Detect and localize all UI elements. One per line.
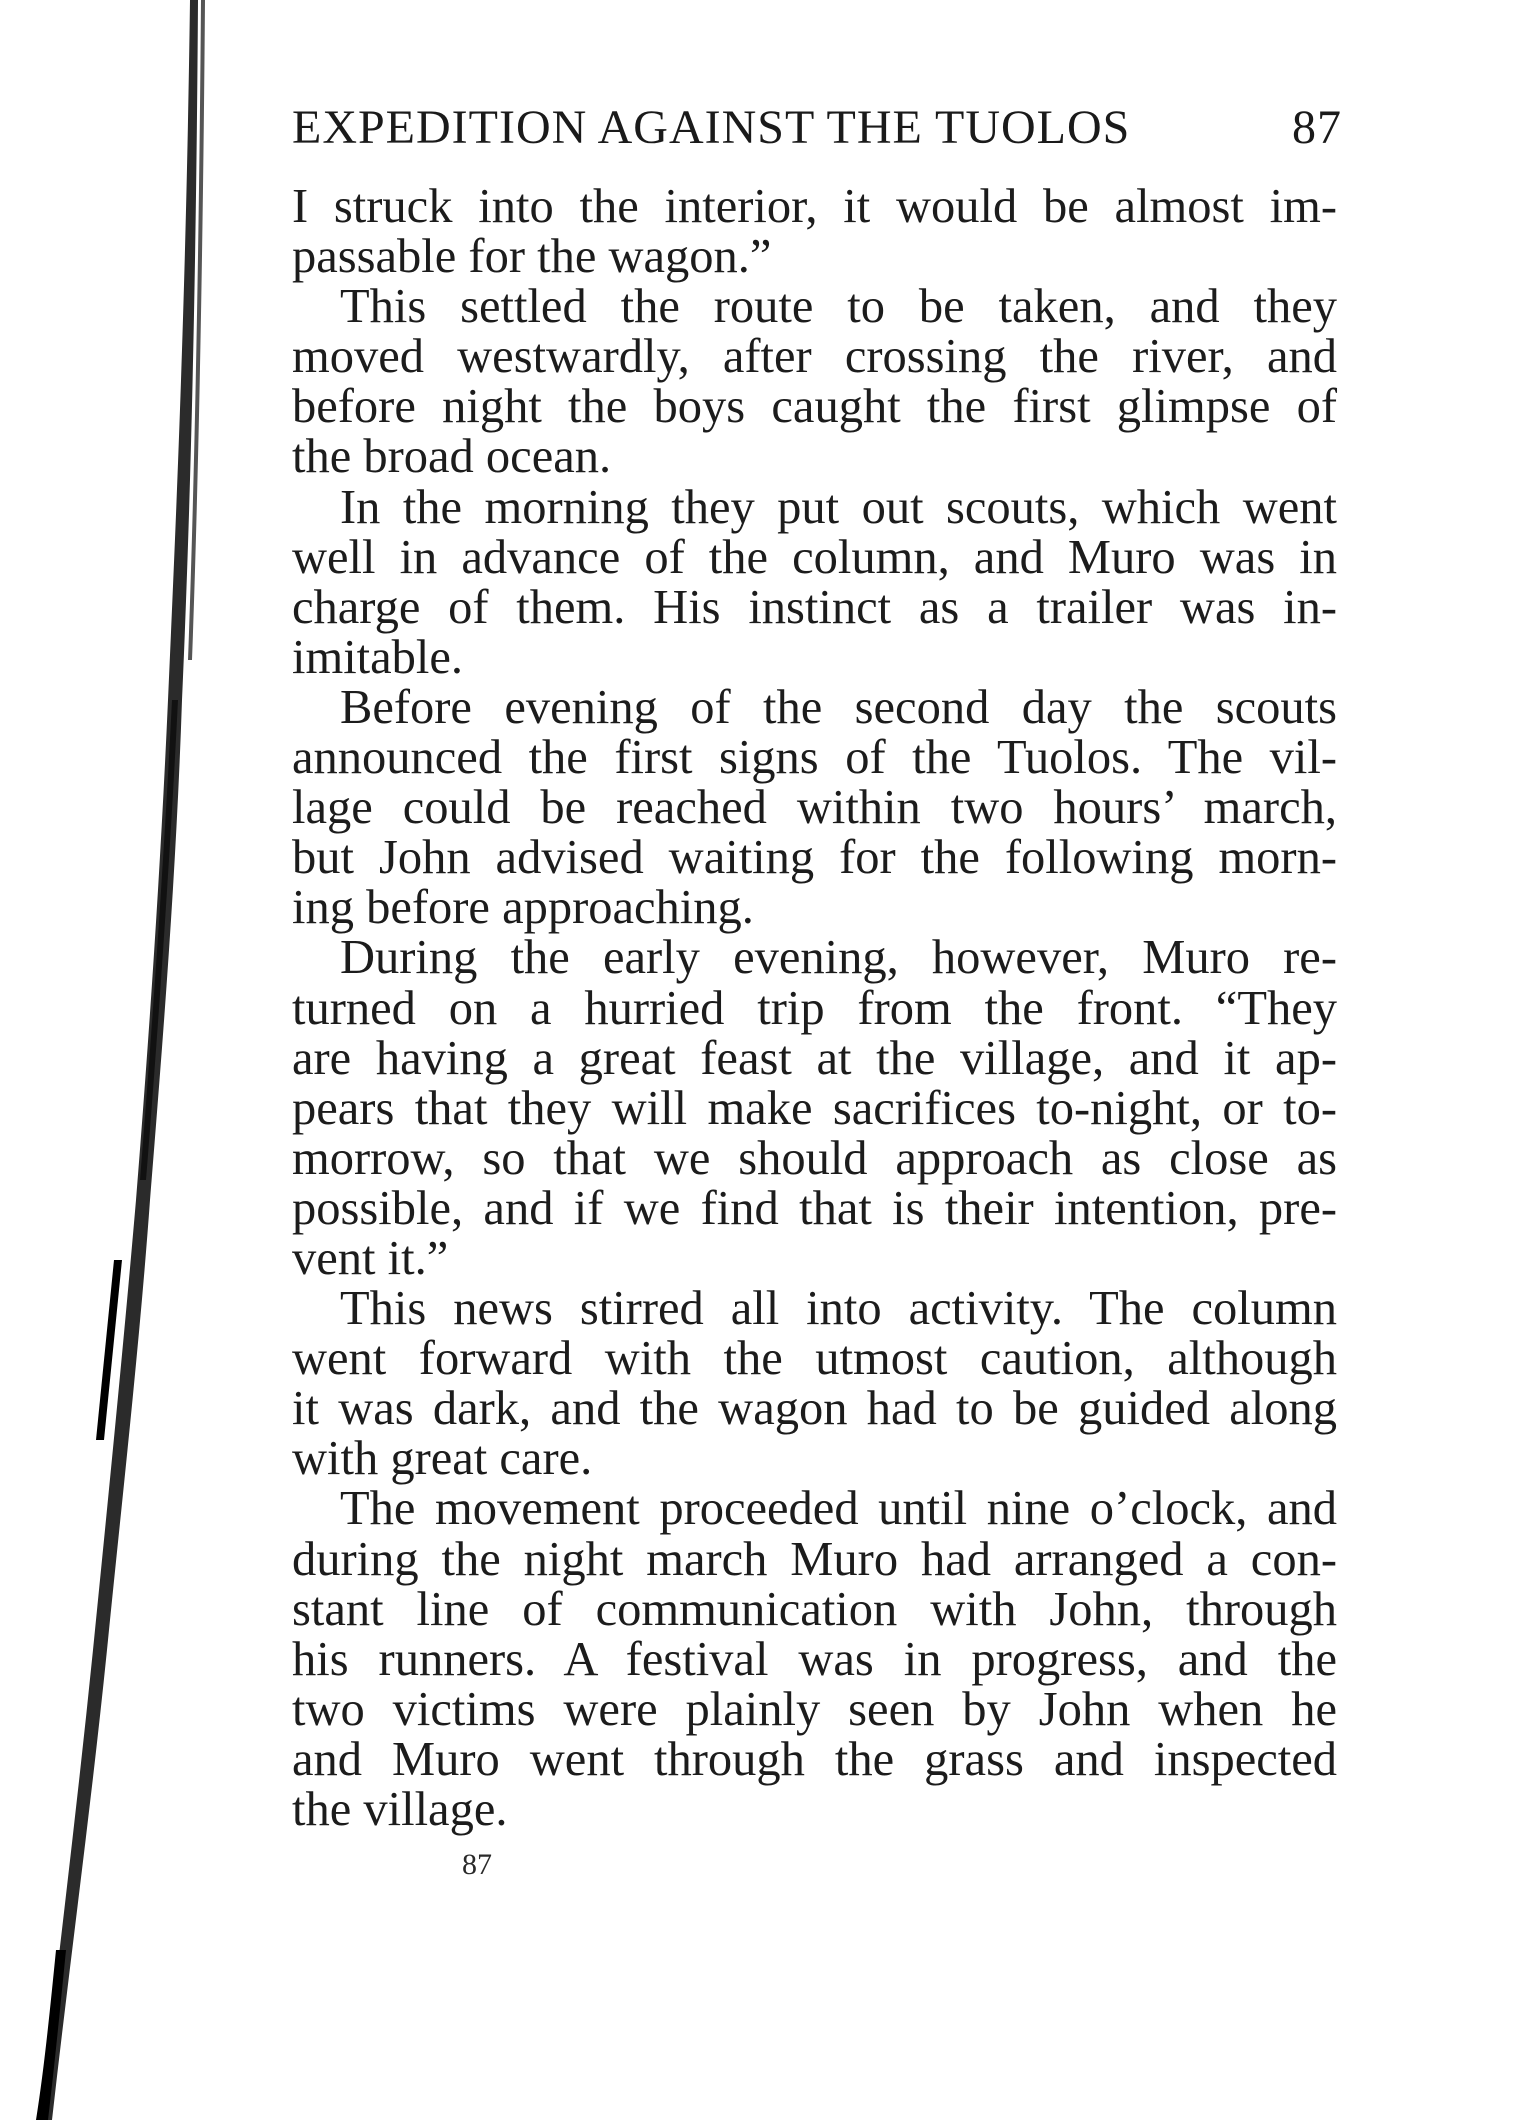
text-line: his runners. A festival was in progress, and the [292,1632,1337,1686]
text-line: went forward with the utmost caution, although [292,1332,1337,1386]
text-line: and Muro went through the grass and inspected [292,1732,1337,1786]
text-line: it was dark, and the wagon had to be guided along [292,1382,1337,1436]
text-line: well in advance of the column, and Muro was in [292,530,1337,584]
text-line: pears that they will make sacrifices to-night, or to- [292,1081,1337,1135]
text-line: before night the boys caught the first glimpse of [292,380,1337,434]
text-line: moved westwardly, after crossing the river, and [292,330,1337,384]
running-title: EXPEDITION AGAINST THE TUOLOS [292,101,1131,154]
text-line: imitable. [292,630,464,684]
text-line: In the morning they put out scouts, which went [340,480,1337,534]
text-line: during the night march Muro had arranged a con- [292,1532,1337,1586]
text-line: ing before approaching. [292,881,754,935]
text-line: lage could be reached within two hours’ march, [292,781,1337,835]
text-line: two victims were plainly seen by John when he [292,1682,1337,1736]
running-header [292,100,1342,155]
footer-page-number: 87 [462,1848,492,1881]
text-line: but John advised waiting for the following morn- [292,831,1337,885]
text-line: passable for the wagon.” [292,230,772,284]
header-page-number: 87 [1292,101,1342,154]
text-line: the broad ocean. [292,430,612,484]
page-binding-edge [0,0,230,2120]
text-line: turned on a hurried trip from the front. “They [292,981,1337,1035]
text-line: possible, and if we find that is their intention, pre- [292,1181,1337,1235]
text-line: This news stirred all into activity. The column [340,1282,1337,1336]
text-line: announced the first signs of the Tuolos. The vil- [292,731,1337,785]
text-line: are having a great feast at the village, and it ap- [292,1031,1337,1085]
text-line: charge of them. His instinct as a trailer was in- [292,580,1337,634]
text-line: I struck into the interior, it would be almost im- [292,180,1337,233]
text-line: Before evening of the second day the scouts [340,680,1337,734]
body-text [292,182,1337,1835]
text-line: the village. [292,1783,508,1836]
text-line: The movement proceeded until nine o’clock, and [340,1482,1337,1536]
text-line: During the early evening, however, Muro re- [340,931,1337,985]
text-line: morrow, so that we should approach as close as [292,1131,1337,1185]
text-line: with great care. [292,1432,593,1486]
text-line: vent it.” [292,1231,449,1285]
text-line: stant line of communication with John, through [292,1582,1337,1636]
text-line: This settled the route to be taken, and they [340,280,1337,334]
